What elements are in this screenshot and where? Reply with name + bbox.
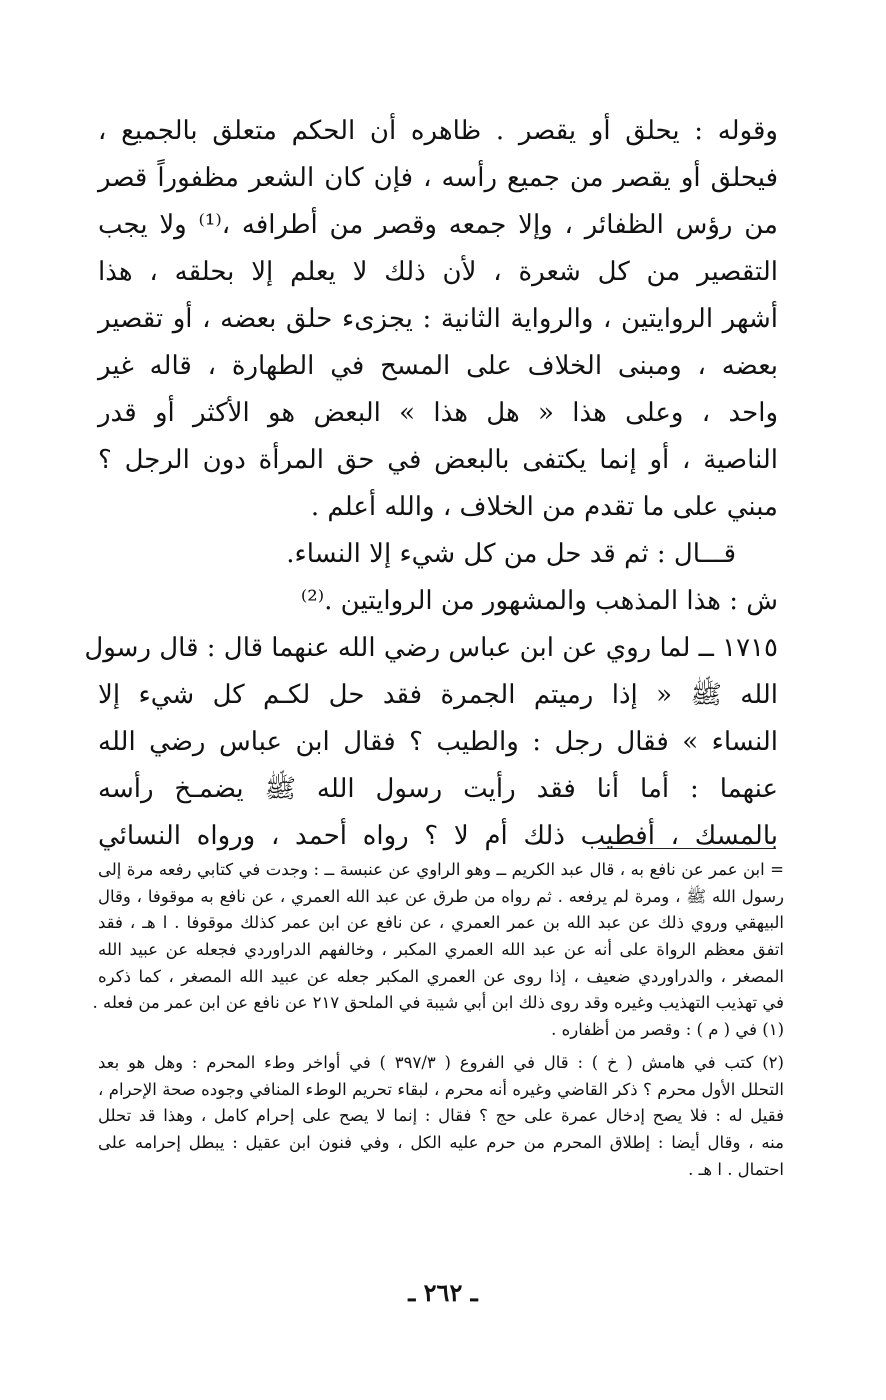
sharh-line: ش : هذا المذهب والمشهور من الروايتين .⁽²⁾ [300, 586, 778, 616]
text-line: من رؤس الظفائر ، وإلا جمعه وقصر من أطرافه ،⁽¹⁾ ولا يجب [98, 210, 778, 240]
text-line: فيحلق أو يقصر من جميع رأسه ، فإن كان الشعر مظفوراً قصر [98, 163, 778, 193]
footnote-line: احتمال . ا هـ . [688, 1159, 784, 1179]
text-line: التقصير من كل شعرة ، لأن ذلك لا يعلم إلا بحلقه ، هذا [98, 257, 778, 287]
footnote-line: منه ، وقال أيضا : إطلاق المحرم من حرم عليه الكل ، وفي فنون ابن عقيل : يبطل إحرامه على [98, 1132, 784, 1152]
text-line: النساء » فقال رجل : والطيب ؟ فقال ابن عباس رضي الله [98, 727, 778, 757]
text-line: بالمسك ، أفطيب ذلك أم لا ؟ رواه أحمد ، ورواه النسائي [98, 821, 778, 851]
footnote-line: في تهذيب التهذيب وغيره وقد روى ذلك ابن أبي شيبة في الملحق ٢١٧ عن نافع عن ابن عمر من فعله . [92, 993, 784, 1013]
matn-line: قـــال : ثم قد حل من كل شيء إلا النساء. [286, 539, 736, 569]
footnote-line: التحلل الأول محرم ؟ ذكر القاضي وغيره أنه محرم ، لبقاء تحريم الوطء المنافي وجوده صحة الإحرام ، [98, 1079, 784, 1099]
footnotes [92, 857, 784, 1183]
footnote-divider [598, 848, 776, 849]
text-line: واحد ، وعلى هذا « هل هذا » البعض هو الأكثر أو قدر [98, 398, 778, 428]
footnote-1: (١) في ( م ) : وقصر من أظفاره . [551, 1020, 784, 1040]
footnote-line: اتفق معظم الرواة على أنه عن عبد الله العمري المكبر ، وخالفهم الدراوردي فجعله عن عبيد الله [98, 940, 784, 960]
footnote-line: المصغر ، والدراوردي ضعيف ، إذا روى عن العمري المكبر جعله عن عبيد الله المصغر ، كما ذكره [98, 966, 784, 986]
text-line: وقوله : يحلق أو يقصر . ظاهره أن الحكم متعلق بالجميع ، [98, 116, 778, 146]
page-number: ـ ٢٦٢ ـ [408, 1278, 478, 1307]
footnote-line: البيهقي وروي ذلك عن عبد الله بن عمر العمري ، عن نافع عن ابن عمر كذلك موقوفا . ا هـ ، فقد [98, 913, 784, 933]
text-line: الناصية ، أو إنما يكتفى بالبعض في حق المرأة دون الرجل ؟ [98, 445, 778, 475]
text-line: بعضه ، ومبنى الخلاف على المسح في الطهارة ، قاله غير [98, 351, 778, 381]
footnote-2: (٢) كتب في هامش ( خ ) : قال في الفروع ( ٣٩٧/٣ ) في أواخر وطء المحرم : وهل هو بعد [98, 1052, 784, 1072]
footnote-line: فقيل له : فلا يصح إدخال عمرة على حج ؟ فقال : إنما لا يصح على إحرام كامل ، وهذا قد تحلل [98, 1106, 784, 1126]
footnote-line: رسول الله ﷺ ، ومرة لم يرفعه . ثم رواه من طرق عن عبد الله العمري ، عن نافع به موقوفا ، وقال [98, 886, 784, 906]
text-line: مبني على ما تقدم من الخلاف ، والله أعلم . [310, 492, 778, 522]
text-line: عنهما : أما أنا فقد رأيت رسول الله ﷺ يضمـخ رأسه [98, 774, 778, 804]
main-text [84, 108, 778, 860]
text-line: الله ﷺ « إذا رميتم الجمرة فقد حل لكـم كل شيء إلا [98, 680, 778, 710]
footnote-line: = ابن عمر عن نافع به ، قال عبد الكريم ــ وهو الراوي عن عنبسة ــ : وجدت في كتابي رفعه مرة إلى [98, 860, 784, 879]
hadith-line: ١٧١٥ ــ لما روي عن ابن عباس رضي الله عنهما قال : قال رسول [84, 633, 778, 663]
text-line: أشهر الروايتين ، والرواية الثانية : يجزىء حلق بعضه ، أو تقصير [98, 304, 778, 334]
